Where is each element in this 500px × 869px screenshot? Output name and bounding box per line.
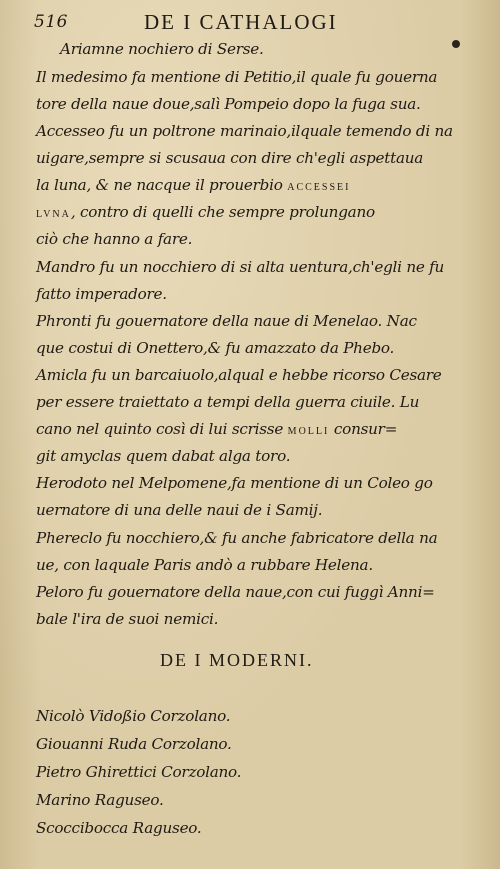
small-caps-luna: LVNA: [36, 209, 71, 220]
list-item: Nicolò Vidoßio Corzolano.: [36, 707, 231, 725]
list-item: Scoccibocca Raguseo.: [36, 819, 202, 837]
page-header: [34, 10, 474, 38]
section-heading: DE I MODERNI.: [160, 650, 314, 670]
text-line-18: uernatore di una delle naui de i Samij.: [36, 501, 323, 519]
text-line-16: git amyclas quem dabat alga toro.: [36, 447, 291, 465]
text-line-11: Phronti fu gouernatore della naue di Menelao. Nac: [36, 312, 417, 330]
text-line-21: Peloro fu gouernatore della naue,con cui fuggì Anni=: [36, 583, 435, 601]
text-line-12: que costui di Onettero,& fu amazzato da Phebo.: [36, 339, 395, 357]
small-caps-accessei: ACCESSEI: [287, 182, 351, 193]
text-line-22: bale l'ira de suoi nemici.: [36, 610, 219, 628]
text-line-6: la luna, & ne nacque il prouerbio ACCESSEI: [36, 176, 351, 194]
running-title: DE I CATHALOGI: [144, 10, 338, 34]
text-line-19: Phereclo fu nocchiero,& fu anche fabricatore della na: [36, 529, 438, 547]
text-line-15: cano nel quinto così di lui scrisse MOLLI consur=: [36, 420, 398, 438]
text-line-3: tore della naue doue,salì Pompeio dopo la fuga sua.: [36, 95, 421, 113]
list-item: Giouanni Ruda Corzolano.: [36, 735, 232, 753]
text-line-1: Ariamne nochiero di Serse.: [60, 40, 264, 58]
text-line-2: Il medesimo fa mentione di Petitio,il quale fu gouerna: [36, 68, 438, 86]
text-line-10: fatto imperadore.: [36, 285, 167, 303]
text-line-5: uigare,sempre si scusaua con dire ch'egli aspettaua: [36, 149, 424, 167]
ink-dot-ornament: [452, 40, 460, 48]
page-number: 516: [34, 12, 68, 32]
text-line-4: Accesseo fu un poltrone marinaio,ilquale temendo di na: [36, 122, 453, 140]
text-line-14: per essere traiettato a tempi della guerra ciuile. Lu: [36, 393, 420, 411]
text-line-13: Amicla fu un barcaiuolo,alqual e hebbe ricorso Cesare: [36, 366, 442, 384]
text-line-20: ue, con laquale Paris andò a rubbare Helena.: [36, 556, 373, 574]
list-item: Marino Raguseo.: [36, 791, 164, 809]
text-line-9: Mandro fu un nocchiero di si alta uentura,ch'egli ne fu: [36, 258, 445, 276]
text-line-8: ciò che hanno a fare.: [36, 230, 193, 248]
text-line-17: Herodoto nel Melpomene,fa mentione di un Coleo go: [36, 474, 433, 492]
small-caps-molli: MOLLI: [287, 426, 330, 437]
text-line-7: LVNA, contro di quelli che sempre prolungano: [36, 203, 375, 221]
list-item: Pietro Ghirettici Corzolano.: [36, 763, 242, 781]
